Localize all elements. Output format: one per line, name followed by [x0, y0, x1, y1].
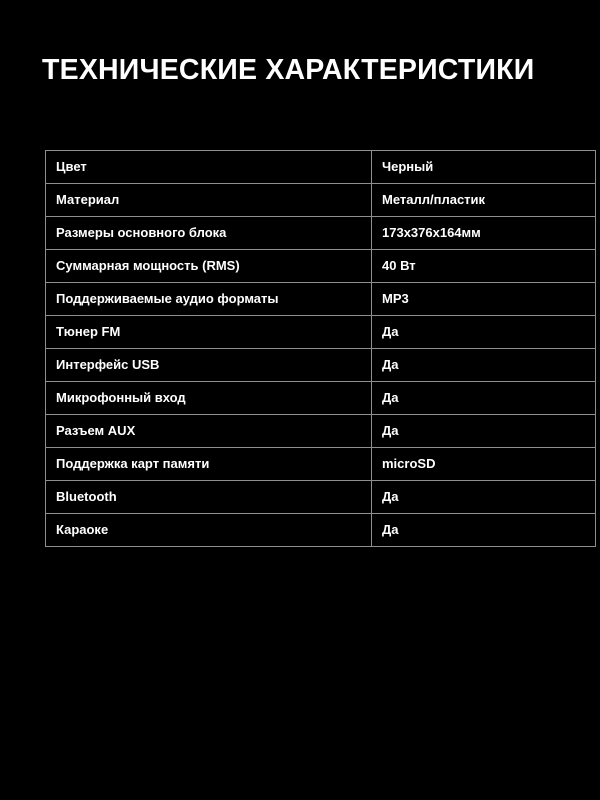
spec-value: 40 Вт — [372, 250, 596, 283]
spec-param-label: Цвет — [46, 151, 372, 184]
table-row — [46, 481, 596, 514]
table-row — [46, 448, 596, 481]
spec-param-label: Интерфейс USB — [46, 349, 372, 382]
table-row — [46, 184, 596, 217]
spec-param-label: Тюнер FM — [46, 316, 372, 349]
spec-value: Да — [372, 316, 596, 349]
spec-param-label: Поддержка карт памяти — [46, 448, 372, 481]
spec-value: Металл/пластик — [372, 184, 596, 217]
table-row — [46, 382, 596, 415]
spec-value: microSD — [372, 448, 596, 481]
specifications-table-body — [46, 151, 596, 547]
spec-param-label: Материал — [46, 184, 372, 217]
table-row — [46, 349, 596, 382]
specifications-table — [45, 150, 596, 547]
spec-value: Да — [372, 481, 596, 514]
spec-value: Черный — [372, 151, 596, 184]
spec-param-label: Микрофонный вход — [46, 382, 372, 415]
spec-param-label: Размеры основного блока — [46, 217, 372, 250]
page-title: ТЕХНИЧЕСКИЕ ХАРАКТЕРИСТИКИ — [42, 54, 535, 86]
table-row — [46, 250, 596, 283]
spec-param-label: Поддерживаемые аудио форматы — [46, 283, 372, 316]
spec-value: Да — [372, 349, 596, 382]
table-row — [46, 316, 596, 349]
table-row — [46, 283, 596, 316]
spec-param-label: Суммарная мощность (RMS) — [46, 250, 372, 283]
spec-param-label: Разъем AUX — [46, 415, 372, 448]
spec-value: Да — [372, 382, 596, 415]
table-row — [46, 151, 596, 184]
spec-param-label: Караоке — [46, 514, 372, 547]
spec-value: Да — [372, 514, 596, 547]
table-row — [46, 514, 596, 547]
spec-param-label: Bluetooth — [46, 481, 372, 514]
spec-value: MP3 — [372, 283, 596, 316]
spec-value: Да — [372, 415, 596, 448]
table-row — [46, 415, 596, 448]
spec-value: 173x376x164мм — [372, 217, 596, 250]
table-row — [46, 217, 596, 250]
